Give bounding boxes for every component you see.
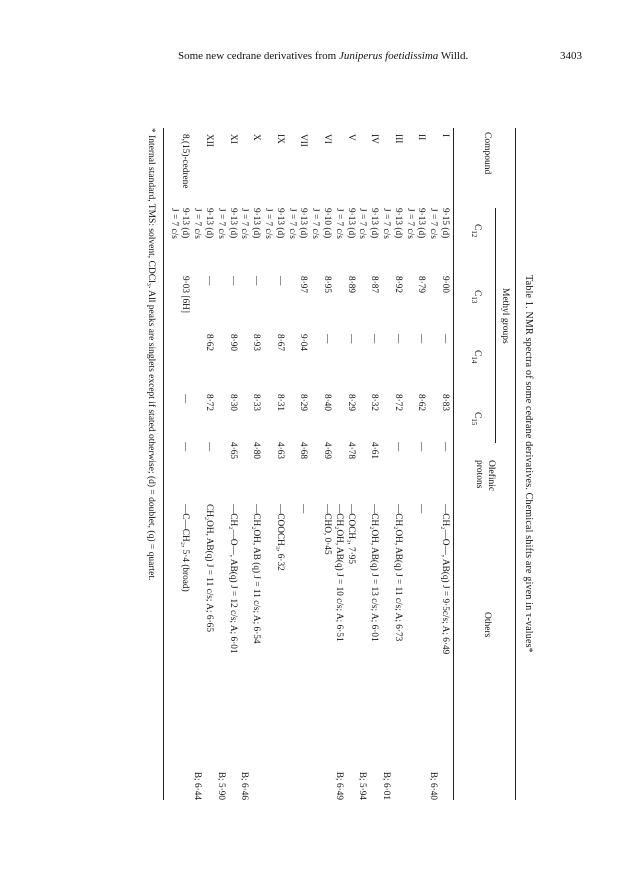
header-c15: $C_{15}$ [470,412,482,426]
ab-cell-line: B; 5·90 [215,771,226,800]
c12-cell-line: 9·13 (d) [298,208,309,239]
table-top-rule [515,128,516,800]
c15-cell: — [180,394,191,404]
c12-cell-line: 9·13 (d) [392,208,403,239]
compound-cell: II [416,134,427,141]
table-footnote: * Internal standard, TMS: solvent, CDCl₃. All peaks are singlets except if stated otherwise; (d) = doublet, (q) = quartet. [146,128,156,581]
olefinic-cell: — [180,442,191,452]
ab-cell-line [438,754,450,800]
others-cell-line: —COOCH₃, 6·32 [274,504,285,571]
header-c14: $C_{14}$ [470,350,482,364]
compound-cell: IX [274,134,285,144]
c12-cell-line: J = 7 c/s [286,208,297,239]
ab-cell-line [261,754,273,800]
olefinic-cell: — [416,442,427,452]
table-caption: Table 1. NMR spectra of some cedrane derivatives. Chemical shifts are given in τ-values* [523,275,534,653]
table-row [261,128,285,800]
olefinic-cell: 4·63 [274,442,285,460]
c14-cell: — [322,334,333,344]
c13-cell: — [204,276,215,286]
c12-cell [190,208,214,276]
compound-cell: V [345,134,356,141]
c12-cell-line: J = 7 c/s [310,208,321,239]
methyl-groups-rule [495,208,496,443]
c15-cell: 8·32 [369,394,380,412]
c12-cell [379,208,403,276]
ab-cell-line [415,754,427,800]
header-protons: protons [474,460,484,489]
table-row [332,128,356,800]
compound-cell: XI [227,134,238,144]
c12-cell-line: J = 7 c/s [168,208,179,239]
ab-cell-line: B; 6·40 [428,771,439,800]
ab-cell-line [179,754,191,800]
c13-cell: 8·87 [369,276,380,294]
c12-cell [261,208,285,276]
c14-cell: 8·67 [274,334,285,352]
table-row [285,128,309,800]
olefinic-cell: 4·68 [298,442,309,460]
c12-cell-line: 9·13 (d) [204,208,215,239]
c12-cell [356,208,380,276]
running-title: Some new cedrane derivatives from Juniperus foetidissima Willd. [178,50,469,62]
c15-cell: 8·31 [274,394,285,412]
others-cell [214,504,238,754]
header-methyl-groups: Methyl groups [500,288,510,344]
c12-cell-line: J = 7 c/s [215,208,226,239]
compound-cell: 8,(15)-cedrene [180,134,191,189]
c12-cell [214,208,238,276]
compound-cell: VII [298,134,309,147]
ab-cell [379,754,403,800]
table-row [167,128,191,800]
others-cell-line: —CHO, 0·45 [322,504,333,555]
rotated-table [112,128,542,800]
others-cell-line [167,504,179,754]
compound-cell: I [440,134,450,138]
c13-cell: — [227,276,238,286]
c14-cell: 8·90 [227,334,238,352]
table-row [356,128,380,800]
others-cell [308,504,332,754]
others-cell-line [238,504,250,754]
c15-cell: 8·33 [251,394,262,412]
c14-cell: 8·93 [251,334,262,352]
c14-cell [167,334,191,394]
c15-cell: 8·83 [440,394,450,412]
header-others: Others [482,612,492,638]
others-cell [332,504,356,754]
ab-cell [332,754,356,800]
c12-cell-line: J = 7 c/s [333,208,344,239]
olefinic-cell: — [204,442,215,452]
others-cell-line: —CH₂—O—, AB(q) J = 12 c/s; A; 6·01 [227,504,238,654]
ab-cell [426,754,450,800]
compound-cell: VI [322,134,333,144]
c12-cell [238,208,262,276]
others-cell [167,504,191,754]
compound-cell: IV [369,134,380,144]
c12-cell [285,208,309,276]
ab-cell-line [202,754,214,800]
others-cell [426,504,450,754]
c12-cell-line: J = 7 c/s [192,208,203,239]
table-row [379,128,403,800]
others-cell-line [214,504,226,754]
c12-cell-line: 9·10 (d) [322,208,333,239]
compound-cell: XII [204,134,215,147]
ab-cell-line: B; 6·49 [333,771,344,800]
olefinic-cell: 4·80 [251,442,262,460]
others-cell [379,504,403,754]
c12-cell [308,208,332,276]
c14-cell: — [416,334,427,344]
c15-cell: 8·29 [298,394,309,412]
c15-cell: 8·72 [204,394,215,412]
others-cell-line [379,504,391,754]
c13-cell: 8·89 [345,276,356,294]
c13-cell: — [251,276,262,286]
others-cell [238,504,262,754]
ab-cell-line [391,754,403,800]
compound-cell: III [392,134,403,144]
c13-cell: 9·00 [440,276,450,294]
ab-cell-line [297,754,309,800]
ab-cell [238,754,262,800]
others-cell-line: —CH₂—O—, AB(q) J = 9·5c/s; A; 6·49 [440,504,450,655]
olefinic-cell: — [440,442,450,452]
c12-cell-line: 9·15 (d) [440,208,450,239]
c12-cell [426,208,450,276]
ab-cell-line [285,754,297,800]
others-cell [356,504,380,754]
c12-cell-line: J = 7 c/s [428,208,439,239]
ab-cell [356,754,380,800]
c12-cell-line: J = 7 c/s [239,208,250,239]
others-cell-line [426,504,438,754]
compound-cell: X [251,134,262,141]
ab-cell [167,754,191,800]
others-cell-line: —CH₂OH, AB(q) J = 13 c/s; A; 6·01 [369,504,380,642]
c12-cell [403,208,427,276]
ab-cell-line [273,754,285,800]
ab-cell-line [226,754,238,800]
table-row [190,128,214,800]
ab-cell-line [367,754,379,800]
olefinic-cell: 4·65 [227,442,238,460]
ab-cell-line [249,754,261,800]
c14-cell: 9·04 [298,334,309,352]
c15-cell: 8·62 [416,394,427,412]
c12-cell-line: 9·13 (d) [369,208,380,239]
page-number: 3403 [560,50,582,62]
ab-cell [285,754,309,800]
table-row [426,128,450,800]
ab-cell [214,754,238,800]
ab-cell-line [320,754,332,800]
others-cell-line [356,504,368,754]
c13-cell: — [274,276,285,286]
c12-cell-line: 9·13 (d) [345,208,356,239]
header-compound: Compound [482,132,492,175]
c15-cell: 8·30 [227,394,238,412]
header-c13: $C_{13}$ [470,290,482,304]
c15-cell: 8·29 [345,394,356,412]
others-cell [261,504,285,754]
ab-cell [308,754,332,800]
c13-cell: 8·79 [416,276,427,294]
olefinic-cell: 4·69 [322,442,333,460]
header-rule [453,128,454,800]
others-cell-line [261,504,273,754]
table-row [308,128,332,800]
c12-cell-line: J = 7 c/s [381,208,392,239]
c12-cell-line: 9·13 (d) [180,208,191,239]
c12-cell-line: 9·13 (d) [274,208,285,239]
ab-cell-line: B; 5·94 [357,771,368,800]
others-cell [403,504,427,754]
others-cell-line [403,504,415,754]
ab-cell-line: B; 6·44 [192,771,203,800]
c15-cell: 8·40 [322,394,333,412]
c12-cell-line: J = 7 c/s [263,208,274,239]
c13-cell: 8·97 [298,276,309,294]
c12-cell-line: 9·13 (d) [251,208,262,239]
c12-cell-line: J = 7 c/s [404,208,415,239]
nmr-table [167,128,450,800]
ab-cell-line [344,754,356,800]
table-row [238,128,262,800]
others-cell-line: —CH₂OH, AB(q) J = 11 c/s; A; 6·73 [392,504,403,642]
c14-cell: — [392,334,403,344]
others-cell-line [308,504,320,754]
others-cell-line [190,504,202,754]
table-bottom-rule [163,128,164,800]
c13-cell: 8·92 [392,276,403,294]
table-row [214,128,238,800]
ab-cell-line [308,754,320,800]
c15-cell: 8·72 [392,394,403,412]
others-cell [285,504,309,754]
others-cell-line [285,504,297,754]
others-cell [190,504,214,754]
c14-cell: — [440,334,450,344]
header-c12: $C_{12}$ [470,224,482,238]
c14-cell: — [345,334,356,344]
c12-cell-line: 9·13 (d) [416,208,427,239]
c14-cell: 8·62 [204,334,215,352]
olefinic-cell: — [392,442,403,452]
table-row [403,128,427,800]
others-cell-line: CH₂OH, AB(q) J = 11 c/s; A; 6·65 [204,504,215,632]
ab-cell [261,754,285,800]
others-cell-line: — [416,504,427,514]
ab-cell-line: B; 6·01 [381,771,392,800]
c12-cell [332,208,356,276]
others-cell-line: —COCH₃, 7·95 [345,504,356,565]
c12-cell [167,208,191,276]
ab-cell-line [167,754,179,800]
c13-cell: 8·95 [322,276,333,294]
olefinic-cell: 4·78 [345,442,356,460]
ab-cell [403,754,427,800]
c12-cell-line: 9·13 (d) [227,208,238,239]
header-olefinic: Olefinic [486,460,496,492]
ab-cell [190,754,214,800]
c12-cell-line: J = 7 c/s [357,208,368,239]
olefinic-cell: 4·61 [369,442,380,460]
others-cell-line: — [298,504,309,514]
others-cell-line: —CH₂OH, AB(q) J = 10 c/s; A; 6·51 [333,504,344,642]
ab-cell-line [403,754,415,800]
c14-cell: — [369,334,380,344]
c13-cell: 9·03 [6H] [180,276,191,313]
ab-cell-line: B; 6·46 [239,771,250,800]
others-cell-line: —C—CH₂, 5·4 (broad) [180,504,191,592]
others-cell-line: —CH₂OH, AB (q) J = 11 c/s; A; 6·54 [251,504,262,644]
